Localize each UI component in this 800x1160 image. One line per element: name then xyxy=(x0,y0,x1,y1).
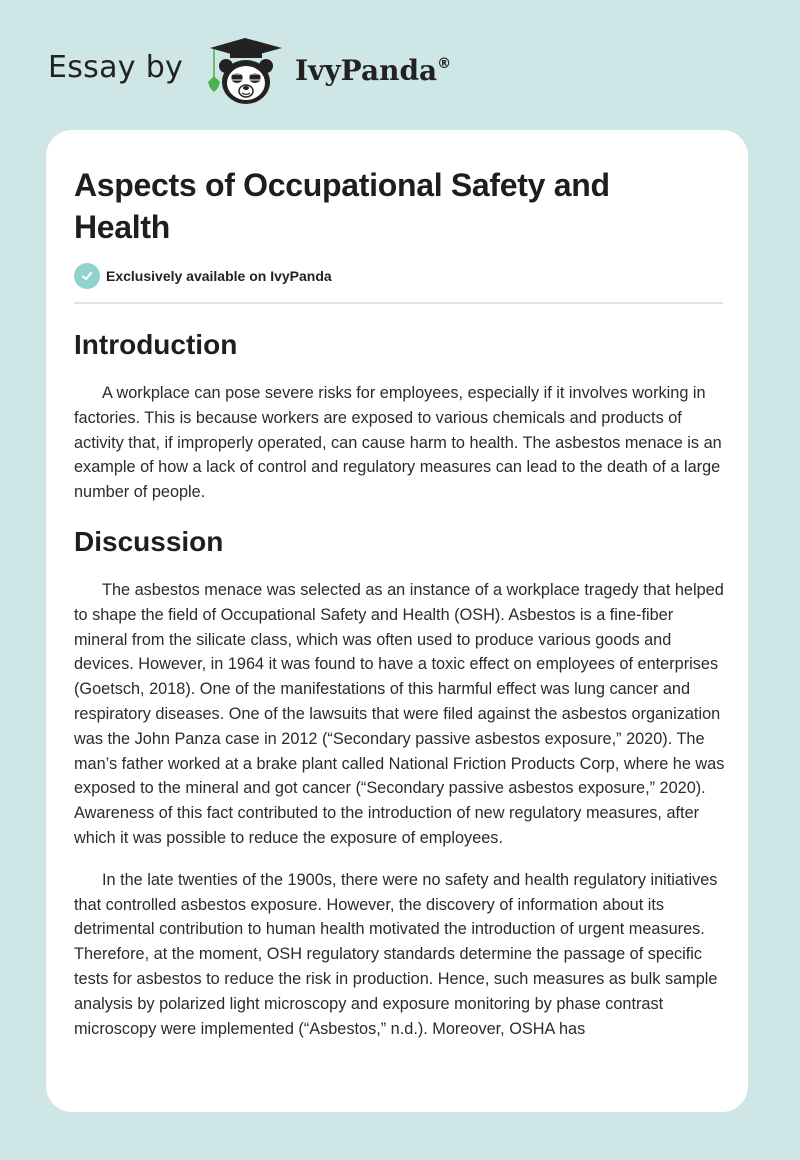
essay-by-label: Essay by xyxy=(48,50,184,85)
section-discussion xyxy=(74,522,726,1041)
paragraph: In the late twenties of the 1900s, there were no safety and health regulatory initiatives that controlled asbestos exposure. However, the discovery of information about its detrimental contribution to human health motivated the introduction of urgent measures. Therefore, at the moment, OSH regulatory standards determine the passage of specific tests for asbestos to reduce the risk in production. Hence, such measures as bulk sample analysis by polarized light microscopy and exposure monitoring by phase contrast microscopy were implemented (“Asbestos,” n.d.). Moreover, OSHA has xyxy=(74,870,718,1038)
check-circle-icon xyxy=(74,263,100,289)
exclusive-badge-text: Exclusively available on IvyPanda xyxy=(106,268,332,284)
essay-content xyxy=(74,325,726,1058)
section-heading: Discussion xyxy=(74,525,224,557)
site-header xyxy=(0,0,800,130)
paragraph: The asbestos menace was selected as an instance of a workplace tragedy that helped to shape the field of Occupational Safety and Health (OSH). Asbestos is a fine-fiber mineral from the silicate class, which was often used to produce various goods and devices. However, in 1964 it was found to have a toxic effect on employees of enterprises (Goetsch, 2018). One of the manifestations of this harmful effect was lung cancer and respiratory diseases. One of the lawsuits that were filed against the asbestos organization was the John Panza case in 2012 (“Secondary passive asbestos exposure,” 2020). The man’s father worked at a brake plant called National Friction Products Corp, where he was exposed to the mineral and got cancer (“Secondary passive asbestos exposure,” 2020). Awareness of this fact contributed to the introduction of new regulatory measures, after which it was possible to reduce the exposure of employees. xyxy=(74,580,725,847)
exclusive-badge xyxy=(74,263,332,289)
section-heading: Introduction xyxy=(74,329,238,360)
section-introduction xyxy=(74,325,726,505)
divider xyxy=(74,302,723,304)
essay-card xyxy=(46,130,748,1112)
brand-logo-text[interactable]: IvyPanda® xyxy=(295,54,452,87)
page-title: Aspects of Occupational Safety and Health xyxy=(74,167,610,245)
panda-graduate-icon[interactable] xyxy=(200,36,290,108)
paragraph: A workplace can pose severe risks for employees, especially if it involves working in factories. This is because workers are exposed to various chemicals and products of activity that, if improperly operated, can cause harm to health. The asbestos menace is an example of how a lack of control and regulatory measures can lead to the death of a large number of people. xyxy=(74,384,722,502)
